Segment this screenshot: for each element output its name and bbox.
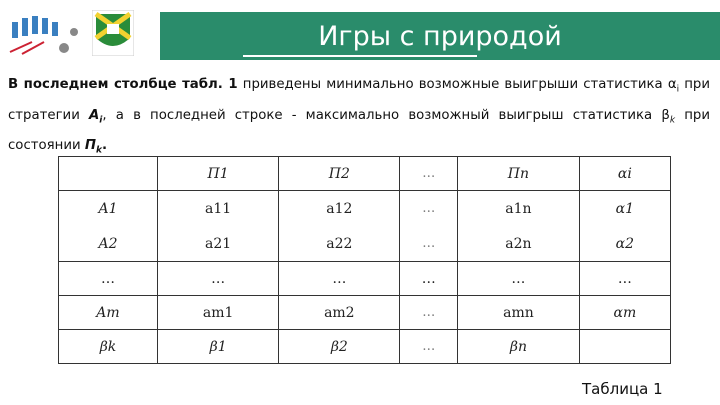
page-title: Игры с природой xyxy=(318,21,562,52)
strategy-symbol: $A_i$ xyxy=(89,107,103,126)
table-cell: П2 xyxy=(279,157,400,191)
table-cell: … xyxy=(400,330,458,364)
subscript-i: i xyxy=(676,84,680,95)
table-cell: … xyxy=(59,262,158,296)
paragraph-text: при стратегии xyxy=(8,77,711,123)
table-cell: … xyxy=(279,262,400,296)
table-cell: am2 xyxy=(279,296,400,330)
subscript-k: k xyxy=(669,115,676,126)
header-band xyxy=(0,6,720,54)
table-cell xyxy=(579,330,670,364)
paragraph-text: , а в последней строке - максимально возможный выигрыш статистика β xyxy=(102,107,670,123)
title-underline xyxy=(243,55,477,57)
table-cell: amn xyxy=(458,296,580,330)
table-cell: αi xyxy=(579,157,670,191)
paragraph-text: при состоянии xyxy=(8,107,710,154)
table-cell xyxy=(59,157,158,191)
table-cell: … xyxy=(458,262,580,296)
table-cell: … xyxy=(158,262,279,296)
table-cell: β1 xyxy=(158,330,279,364)
payoff-table xyxy=(58,156,671,364)
table-cell: … xyxy=(400,262,458,296)
table-cell: β2 xyxy=(279,330,400,364)
table-cell: βk xyxy=(59,330,158,364)
table-cell: βn xyxy=(458,330,580,364)
paragraph-end: . xyxy=(101,138,108,154)
table-cell: … xyxy=(400,157,458,191)
table-cell: αm xyxy=(579,296,670,330)
table-header-row xyxy=(59,157,671,191)
table-cell: A1 A2 xyxy=(59,191,158,262)
table-row xyxy=(59,296,671,330)
table-cell: am1 xyxy=(158,296,279,330)
table-caption: Таблица 1 xyxy=(582,380,663,398)
table-cell: a1n a2n xyxy=(458,191,580,262)
table-cell: … … xyxy=(400,191,458,262)
table-row xyxy=(59,262,671,296)
paragraph-text: приведены минимально возможные выигрыши статистика α xyxy=(237,77,677,92)
table-cell: … xyxy=(400,296,458,330)
table-cell: … xyxy=(579,262,670,296)
table-cell: Am xyxy=(59,296,158,330)
title-bar xyxy=(160,12,720,60)
table-row xyxy=(59,330,671,364)
description-paragraph xyxy=(8,72,710,164)
state-symbol: $П_k$ xyxy=(84,138,102,156)
table-row xyxy=(59,191,671,262)
table-cell: Пn xyxy=(458,157,580,191)
table-cell: α1 α2 xyxy=(579,191,670,262)
paragraph-bold-lead: В последнем столбце табл. 1 xyxy=(8,77,238,92)
table-cell: a11 a21 xyxy=(158,191,279,262)
table-cell: a12 a22 xyxy=(279,191,400,262)
table-cell: П1 xyxy=(158,157,279,191)
logo-icon xyxy=(4,12,84,60)
emblem-icon xyxy=(92,10,134,56)
